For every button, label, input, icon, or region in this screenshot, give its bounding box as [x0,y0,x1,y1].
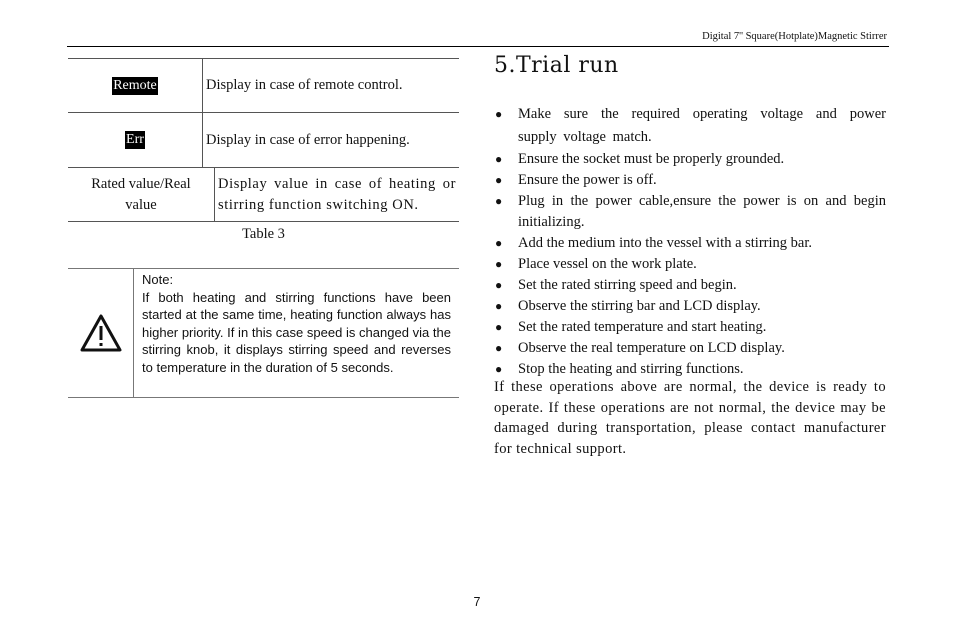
bullet-icon: ● [495,194,503,208]
list-item: ● Ensure the socket must be properly grounded. [494,149,886,170]
note-box [68,268,459,398]
list-item: ● Set the rated stirring speed and begin. [494,275,886,296]
table-value-cell: Display value in case of heating or stirring function switching ON. [218,175,456,213]
list-item: ● Observe the real temperature on LCD display. [494,338,886,359]
table-key-cell [68,59,203,112]
bullet-icon: ● [495,299,503,313]
list-item: ● Ensure the power is off. [494,170,886,191]
table-value-cell: Display in case of remote control. [206,77,403,93]
bullet-icon: ● [495,278,503,292]
bullet-icon: ● [495,152,503,166]
bullet-icon: ● [495,173,503,187]
table-row [68,58,459,113]
table-caption: Table 3 [242,226,285,242]
section-title: 5.Trial run [494,53,619,78]
bullet-icon: ● [495,320,503,334]
page-number: 7 [473,595,481,609]
list-item: ● Stop the heating and stirring functions. [494,359,886,380]
table-key-cell [68,113,203,167]
bullet-icon: ● [495,341,503,355]
closing-paragraph: If these operations above are normal, the device is ready to operate. If these operations are not normal, the device may be damaged during transportation, please contact manufacturer for technical support. [494,379,886,457]
list-item: ● Make sure the required operating voltage and power supply voltage match. [494,103,886,149]
display-table [68,58,459,222]
note-icon-cell [68,269,134,397]
list-item: ● Add the medium into the vessel with a stirring bar. [494,233,886,254]
bullet-icon: ● [495,257,503,271]
list-item: ● Plug in the power cable,ensure the power is on and begin initializing. [495,193,886,230]
note-text [134,269,459,397]
list-item: ● Set the rated temperature and start heating. [494,317,886,338]
table-row [68,168,459,222]
lcd-indicator-err: Err [126,132,144,147]
trial-run-steps [494,103,886,380]
warning-icon [79,313,123,353]
note-heading: Note: [142,272,174,287]
list-item: ● Place vessel on the work plate. [494,254,886,275]
bullet-icon: ● [495,107,503,121]
bullet-icon: ● [495,362,503,376]
header-divider [67,46,889,47]
bullet-icon: ● [495,236,503,250]
lcd-indicator-remote: Remote [113,77,157,93]
document-header-title: Digital 7'' Square(Hotplate)Magnetic Stirrer [702,31,887,42]
table-key-cell: Rated value/Real value [68,168,215,221]
table-row [68,113,459,168]
note-paragraph: If both heating and stirring functions have been started at the same time, heating function always has higher priority. If in this case speed is changed via the stirring knob, it displays stirring speed and reverses to temperature in the duration of 5 seconds. [142,289,451,375]
list-item: ● Observe the stirring bar and LCD display. [494,296,886,317]
table-value-cell: Display in case of error happening. [206,131,410,148]
